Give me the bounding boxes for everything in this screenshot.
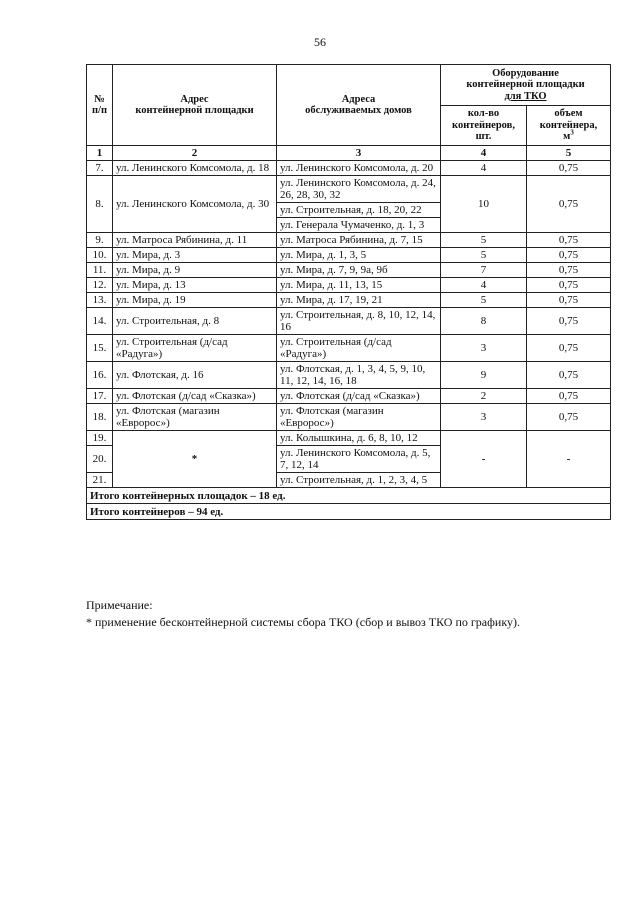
container-volume: 0,75 (527, 263, 611, 278)
row-number: 18. (87, 404, 113, 431)
served-houses: ул. Строительная (д/сад «Радуга») (277, 335, 441, 362)
table-body (87, 161, 611, 520)
row-number: 15. (87, 335, 113, 362)
served-houses: ул. Флотская, д. 1, 3, 4, 5, 9, 10, 11, 12, 14, 16, 18 (277, 362, 441, 389)
total-containers: Итого контейнеров – 94 ед. (87, 504, 611, 520)
row-number: 14. (87, 308, 113, 335)
container-volume: 0,75 (527, 293, 611, 308)
column-number: 2 (113, 146, 277, 161)
total-sites: Итого контейнерных площадок – 18 ед. (87, 488, 611, 504)
table-row (87, 278, 611, 293)
note (86, 597, 626, 631)
served-houses: ул. Строительная, д. 8, 10, 12, 14, 16 (277, 308, 441, 335)
row-number: 8. (87, 176, 113, 233)
served-houses: ул. Генерала Чумаченко, д. 1, 3 (277, 218, 441, 233)
row-number: 11. (87, 263, 113, 278)
table-row (87, 404, 611, 431)
served-houses: ул. Ленинского Комсомола, д. 5, 7, 12, 14 (277, 446, 441, 473)
served-houses: ул. Мира, д. 1, 3, 5 (277, 248, 441, 263)
note-text: * применение бесконтейнерной системы сбора ТКО (сбор и вывоз ТКО по графику). (86, 615, 520, 629)
container-volume: 0,75 (527, 248, 611, 263)
note-title: Примечание: (86, 598, 153, 612)
container-count: 9 (441, 362, 527, 389)
containerless-address-mark: * (113, 431, 277, 488)
container-count: 3 (441, 404, 527, 431)
served-houses: ул. Мира, д. 11, 13, 15 (277, 278, 441, 293)
table-row (87, 293, 611, 308)
container-address: ул. Мира, д. 9 (113, 263, 277, 278)
container-count: 5 (441, 233, 527, 248)
row-number: 9. (87, 233, 113, 248)
container-count: 5 (441, 293, 527, 308)
container-address: ул. Матроса Рябинина, д. 11 (113, 233, 277, 248)
column-number: 1 (87, 146, 113, 161)
container-count: 4 (441, 278, 527, 293)
container-address: ул. Ленинского Комсомола, д. 30 (113, 176, 277, 233)
container-volume: 0,75 (527, 278, 611, 293)
header-container-address: Адрес контейнерной площадки (113, 65, 277, 146)
table-row (87, 362, 611, 389)
served-houses: ул. Ленинского Комсомола, д. 20 (277, 161, 441, 176)
header-row (87, 65, 611, 106)
table-row (87, 248, 611, 263)
header-equipment: Оборудование контейнерной площадки для ТКО (441, 65, 611, 106)
total-row (87, 504, 611, 520)
table-row (87, 308, 611, 335)
container-volume: 0,75 (527, 362, 611, 389)
served-houses: ул. Строительная, д. 1, 2, 3, 4, 5 (277, 473, 441, 488)
column-number: 3 (277, 146, 441, 161)
served-houses: ул. Строительная, д. 18, 20, 22 (277, 203, 441, 218)
table-row (87, 335, 611, 362)
container-address: ул. Мира, д. 3 (113, 248, 277, 263)
column-number-row (87, 146, 611, 161)
row-number: 21. (87, 473, 113, 488)
header-served-houses: Адреса обслуживаемых домов (277, 65, 441, 146)
row-number: 12. (87, 278, 113, 293)
container-sites-table (86, 64, 611, 520)
container-volume: 0,75 (527, 161, 611, 176)
container-count: 7 (441, 263, 527, 278)
container-count: 8 (441, 308, 527, 335)
row-number: 10. (87, 248, 113, 263)
total-row (87, 488, 611, 504)
row-number: 17. (87, 389, 113, 404)
container-count: - (441, 431, 527, 488)
row-number: 16. (87, 362, 113, 389)
container-count: 5 (441, 248, 527, 263)
column-number: 5 (527, 146, 611, 161)
served-houses: ул. Колышкина, д. 6, 8, 10, 12 (277, 431, 441, 446)
container-volume: 0,75 (527, 335, 611, 362)
row-number: 20. (87, 446, 113, 473)
container-volume: 0,75 (527, 233, 611, 248)
container-address: ул. Флотская, д. 16 (113, 362, 277, 389)
column-number: 4 (441, 146, 527, 161)
container-address: ул. Строительная, д. 8 (113, 308, 277, 335)
container-address: ул. Ленинского Комсомола, д. 18 (113, 161, 277, 176)
served-houses: ул. Мира, д. 17, 19, 21 (277, 293, 441, 308)
row-number: 13. (87, 293, 113, 308)
table-row (87, 233, 611, 248)
header-count: кол-во контейнеров, шт. (441, 105, 527, 146)
container-count: 2 (441, 389, 527, 404)
header-num: № п/п (87, 65, 113, 146)
page-number: 56 (314, 35, 326, 49)
served-houses: ул. Матроса Рябинина, д. 7, 15 (277, 233, 441, 248)
container-count: 3 (441, 335, 527, 362)
row-number: 19. (87, 431, 113, 446)
container-volume: 0,75 (527, 404, 611, 431)
container-volume: - (527, 431, 611, 488)
container-address: ул. Флотская (д/сад «Сказка») (113, 389, 277, 404)
table-row (87, 389, 611, 404)
container-address: ул. Строительная (д/сад «Радуга») (113, 335, 277, 362)
served-houses: ул. Мира, д. 7, 9, 9а, 9б (277, 263, 441, 278)
container-volume: 0,75 (527, 176, 611, 233)
container-address: ул. Мира, д. 13 (113, 278, 277, 293)
row-number: 7. (87, 161, 113, 176)
served-houses: ул. Ленинского Комсомола, д. 24, 26, 28, 30, 32 (277, 176, 441, 203)
container-count: 4 (441, 161, 527, 176)
container-volume: 0,75 (527, 389, 611, 404)
table-row (87, 161, 611, 176)
container-count: 10 (441, 176, 527, 233)
table-row (87, 431, 611, 446)
table-row (87, 176, 611, 203)
served-houses: ул. Флотская (д/сад «Сказка») (277, 389, 441, 404)
header-volume: объем контейнера, $м^3$ (527, 105, 611, 146)
served-houses: ул. Флотская (магазин «Евророс») (277, 404, 441, 431)
container-address: ул. Флотская (магазин «Евророс») (113, 404, 277, 431)
container-volume: 0,75 (527, 308, 611, 335)
container-address: ул. Мира, д. 19 (113, 293, 277, 308)
table-row (87, 263, 611, 278)
